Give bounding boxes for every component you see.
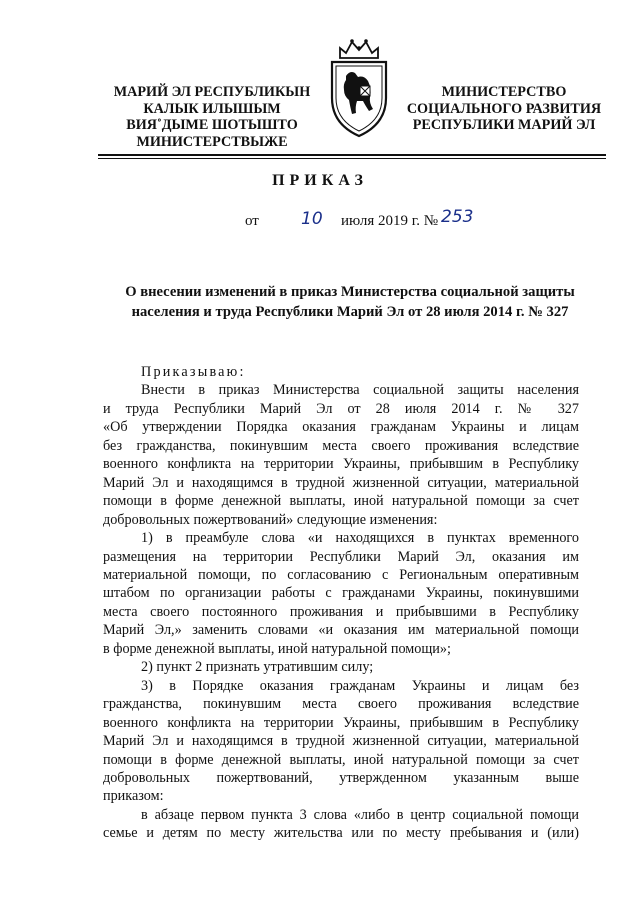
header-right-line: СОЦИАЛЬНОГО РАЗВИТИЯ [406,100,602,117]
amendment-2: 2) пункт 2 признать утратившим силу; [141,659,374,676]
date-month-year: июля 2019 г. № [341,213,439,229]
body-line: «Об утверждении Порядка оказания гражданам Украины и лицам [103,419,579,436]
header-left-line: МИНИСТЕРСТВЫЖЕ [136,133,288,150]
body-line: Внести в приказ Министерства социальной защиты населения [141,382,579,399]
header-mari-title [96,84,328,150]
handwritten-order-number: 253 [441,207,474,227]
body-line: в абзаце первом пункта 3 слова «либо в центр социальной помощи [141,806,579,823]
body-line: гражданства, покинувшим места своего проживания вследствие [103,696,579,713]
coat-of-arms-icon [326,36,392,140]
body-line: военного конфликта на территории Украины, прибывшим в Республику [103,456,579,473]
subject-line: О внесении изменений в приказ Министерства социальной защиты [125,284,575,300]
body-line: без гражданства, покинувшим места своего проживания вследствие [103,437,579,454]
body-line: места своего постоянного проживания и прибывшими в Республику [103,603,579,620]
body-line: военного конфликта на территории Украины, прибывшим в Республику [103,714,579,731]
header-right-line: РЕСПУБЛИКИ МАРИЙ ЭЛ [412,117,596,133]
body-line: материальной помощи, по согласованию с Региональным оперативным [103,566,579,583]
handwritten-day: 10 [301,209,323,229]
header-ministry-title [398,84,610,134]
body-line: Марий Эл и находящимся в трудной жизненной ситуации, материальной [103,474,579,491]
body-line: приказом: [103,788,164,805]
date-prefix: от [245,213,259,229]
header-left-line: КАЛЫК ИЛЫШЫМ [143,100,281,117]
order-directive: Приказываю: [141,364,246,380]
header-left-line: ВИЯ˚ДЫМЕ ШОТЫШТО [126,117,298,133]
header-divider [98,154,606,156]
body-line: в форме денежной выплаты, иной натуральной помощи»; [103,640,451,657]
body-line: добровольных пожертвований» следующие изменения: [103,511,438,528]
body-line: Марий Эл и находящимся в трудной жизненной ситуации, материальной [103,733,579,750]
order-body [103,363,579,843]
order-subject [90,282,610,322]
body-line: Марий Эл,» заменить словами «и оказания им материальной помощи [103,622,579,639]
body-line: семье и детям по месту жительства или по месту пребывания и (или) [103,825,579,842]
document-title: ПРИКАЗ [272,172,368,189]
subject-line: населения и труда Республики Марий Эл от 28 июля 2014 г. № 327 [131,304,569,320]
amendment-3: 3) в Порядке оказания гражданам Украины и лицам без [141,677,579,694]
body-line: помощи в форме денежной выплаты, иной натуральной помощи за счет [103,751,579,768]
body-line: помощи в форме денежной выплаты, иной натуральной помощи за счет [103,493,579,510]
header-divider-thin [98,158,606,159]
header-right-line: МИНИСТЕРСТВО [441,84,567,100]
amendment-1: 1) в преамбуле слова «и находящихся в пунктах временного [141,530,579,547]
body-line: добровольных пожертвований, утвержденном указанным выше [103,769,579,786]
body-line: штабом по организации работы с гражданами Украины, покинувшими [103,585,579,602]
body-line: размещения на территории Республики Марий Эл, оказания им [103,548,579,565]
body-line: и труда Республики Марий Эл от 28 июля 2014 г. № 327 [103,400,579,417]
header-left-line: МАРИЙ ЭЛ РЕСПУБЛИКЫН [113,84,311,100]
